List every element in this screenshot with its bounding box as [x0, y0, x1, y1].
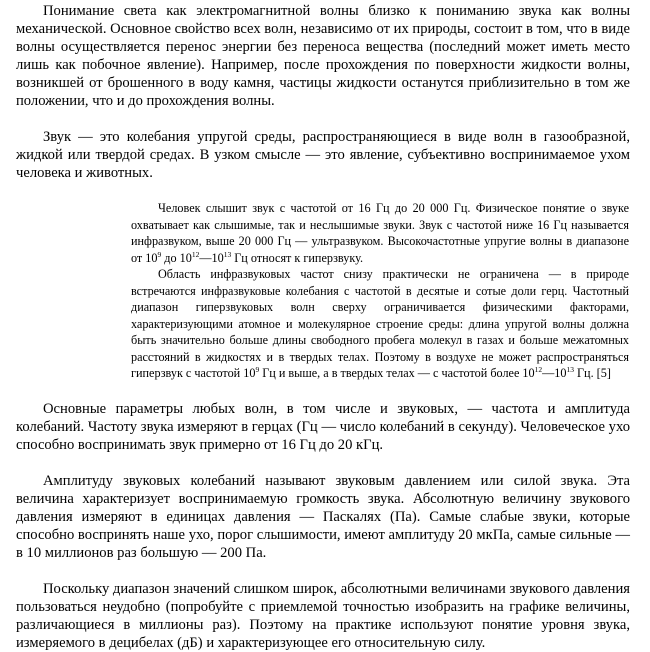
- paragraph-sound-pressure: Амплитуду звуковых колебаний называют звуковым давлением или силой звука. Эта величина характеризует воспринимаемую громкость звука. Абсолютную величину звукового давления измеряют в единицах давления — Паскалях (Па). Самые слабые звуки, которые способно воспринять наше ухо, порог слышимости, имеют амплитуду 20 мкПа, самые сильные — в 10 миллионов раз большую — 200 Па.: [16, 472, 630, 561]
- quote-text: —10: [542, 366, 567, 380]
- quote-text: до 10: [161, 250, 192, 265]
- paragraph-gap: [16, 454, 630, 472]
- paragraph-gap: [16, 110, 630, 128]
- paragraph-wave-parameters: Основные параметры любых волн, в том числе и звуковых, — частота и амплитуда колебаний. Частоту звука измеряют в герцах (Гц — число колебаний в секунду). Человеческое ухо способно воспринимать звук примерно от 16 Гц до 20 кГц.: [16, 400, 630, 453]
- quote-text: Область инфразвуковых частот снизу практически не ограничена — в природе встречаются инфразвуковые колебания с частотой в десятые и сотые доли герц. Частотный диапазон гиперзвуковых волн сверху ограничивается физическими факторами, характеризующими атомное и молекулярное строение среды: длина упругой волны должна быть значительно больше длины свободного пробега молекул в газах и больше межатомных расстояний в жидкостях и в твердых телах. Поэтому в воздухе не может распространяться гиперзвук с частотой 10: [131, 267, 629, 380]
- superscript: 9: [157, 249, 162, 259]
- superscript: 12: [534, 364, 543, 374]
- paragraph-gap: [16, 382, 630, 400]
- quote-text: —10: [199, 250, 224, 265]
- paragraph-decibels: Поскольку диапазон значений слишком широк, абсолютными величинами звукового давления пользоваться неудобно (попробуйте с приемлемой точностью изобразить на графике величины, различающиеся в миллионы раз). Поэтому на практике используют понятие уровня звука, измеряемого в децибелах (дБ) и характеризующее его относительную силу.: [16, 580, 630, 651]
- quote-paragraph-infrasound-limits: [131, 266, 629, 382]
- quote-text: Человек слышит звук с частотой от 16 Гц до 20 000 Гц. Физическое понятие о звуке охватывает как слышимые, так и неслышимые звуки. Звук с частотой ниже 16 Гц называется инфразвуком, выше 20 000 Гц — ультразвуком. Высокочастотные упругие волны в диапазоне от 10: [131, 201, 629, 265]
- quote-paragraph-frequency-ranges: [131, 200, 629, 266]
- paragraph-gap: [16, 562, 630, 580]
- quote-block: [131, 200, 629, 382]
- quote-text: Гц. [5]: [573, 366, 611, 380]
- document-page: [16, 2, 630, 652]
- superscript: 13: [223, 249, 232, 259]
- paragraph-sound-definition: Звук — это колебания упругой среды, распространяющиеся в виде волн в газообразной, жидкой или твердой средах. В узком смысле — это явление, субъективно воспринимаемое ухом человека и животных.: [16, 129, 630, 181]
- paragraph-light-and-sound-waves: Понимание света как электромагнитной волны близко к пониманию звука как волны механической. Основное свойство всех волн, независимо от их природы, состоит в том, что в виде волны осуществляется перенос энергии без переноса вещества (последний может иметь место лишь как побочное явление). Например, после прохождения по поверхности жидкости волны, возникшей от брошенного в воду камня, частицы жидкости останутся приблизительно в том же положении, что и до прохождения волны.: [16, 3, 630, 109]
- paragraph-gap: [16, 182, 630, 200]
- quote-text: Гц относят к гиперзвуку.: [231, 250, 364, 265]
- superscript: 12: [191, 249, 200, 259]
- superscript: 9: [255, 364, 260, 374]
- quote-text: Гц и выше, а в твердых телах — с частотой более 10: [259, 366, 535, 380]
- superscript: 13: [566, 364, 574, 374]
